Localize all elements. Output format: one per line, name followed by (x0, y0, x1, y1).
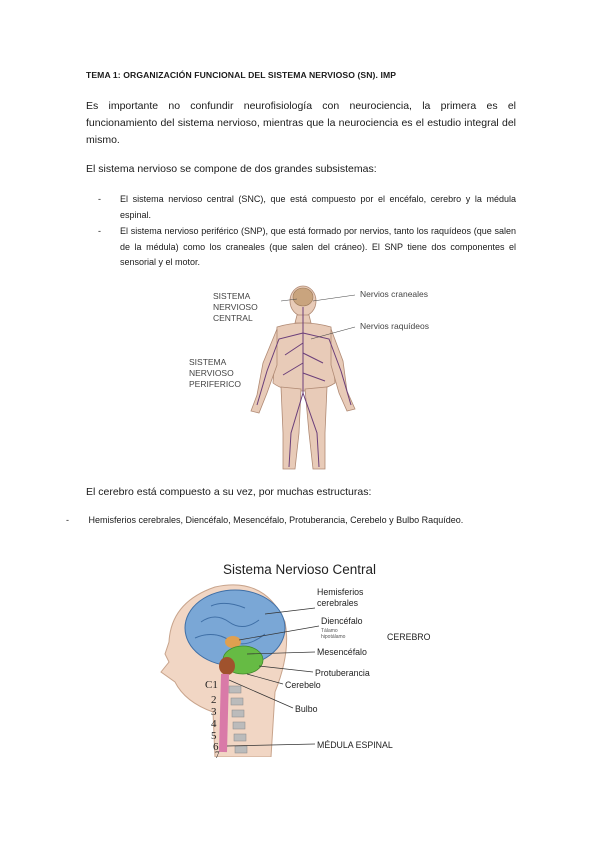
vertebra-label: 7 (215, 750, 220, 760)
brain-label: CEREBRO (387, 632, 431, 642)
vertebra-label: 5 (211, 730, 217, 742)
cns-head-figure (155, 562, 455, 760)
cranial-nerves-label: Nervios craneales (360, 289, 429, 299)
bullet-dash: - (98, 194, 101, 204)
subsystems-paragraph: El sistema nervioso se compone de dos grandes subsistemas: (86, 163, 377, 175)
vertebra-label: 3 (211, 706, 217, 718)
vertebra-label: 4 (211, 718, 217, 730)
thalamus-label: Tálamo hipotálamo (321, 628, 346, 640)
snc-label: SISTEMA NERVIOSO CENTRAL (213, 291, 258, 323)
cerebellum-label: Cerebelo (285, 680, 321, 690)
list-item (98, 192, 516, 223)
bullet-text: El sistema nervioso periférico (SNP), que está formado por nervios, tanto los raquídeos (que salen de la médula) como los craneales (que salen del cráneo). El SNP tiene dos componentes el sensorial y el motor. (120, 226, 516, 267)
snp-label: SISTEMA NERVIOSO PERIFERICO (189, 357, 241, 389)
page-title: TEMA 1: ORGANIZACIÓN FUNCIONAL DEL SISTEMA NERVIOSO (SN). IMP (86, 70, 397, 80)
bullet-dash: - (98, 226, 101, 236)
brain-structures-text: Hemisferios cerebrales, Diencéfalo, Mesencéfalo, Protuberancia, Cerebelo y Bulbo Raquídeo. (88, 515, 464, 525)
bullet-dash: - (66, 515, 69, 525)
diencephalon-label: Diencéfalo (321, 616, 363, 626)
mesencephalon-label: Mesencéfalo (317, 647, 367, 657)
subsystems-list (98, 192, 516, 272)
intro-paragraph: Es importante no confundir neurofisiología con neurociencia, la primera es el funcionamiento del sistema nervioso, mientras que la neurociencia es el estudio integral del mismo. (86, 100, 516, 146)
vertebra-label: 6 (213, 741, 219, 753)
nervous-system-body-figure (185, 283, 455, 473)
vertebra-label: 2 (211, 694, 217, 706)
bullet-text: El sistema nervioso central (SNC), que está compuesto por el encéfalo, cerebro y la médula espinal. (120, 194, 516, 220)
spinal-cord-label: MÉDULA ESPINAL (317, 740, 393, 750)
spinal-nerves-label: Nervios raquídeos (360, 321, 429, 331)
head-illustration (155, 562, 455, 757)
figure-title: Sistema Nervioso Central (223, 562, 377, 577)
list-item (98, 224, 516, 271)
list-item (66, 515, 463, 525)
medulla-label: Bulbo (295, 704, 318, 714)
vertebra-label: C1 (205, 679, 218, 691)
hemispheres-label: Hemisferios cerebrales (317, 587, 364, 608)
pons-label: Protuberancia (315, 668, 370, 678)
brain-structures-paragraph: El cerebro está compuesto a su vez, por muchas estructuras: (86, 486, 372, 498)
